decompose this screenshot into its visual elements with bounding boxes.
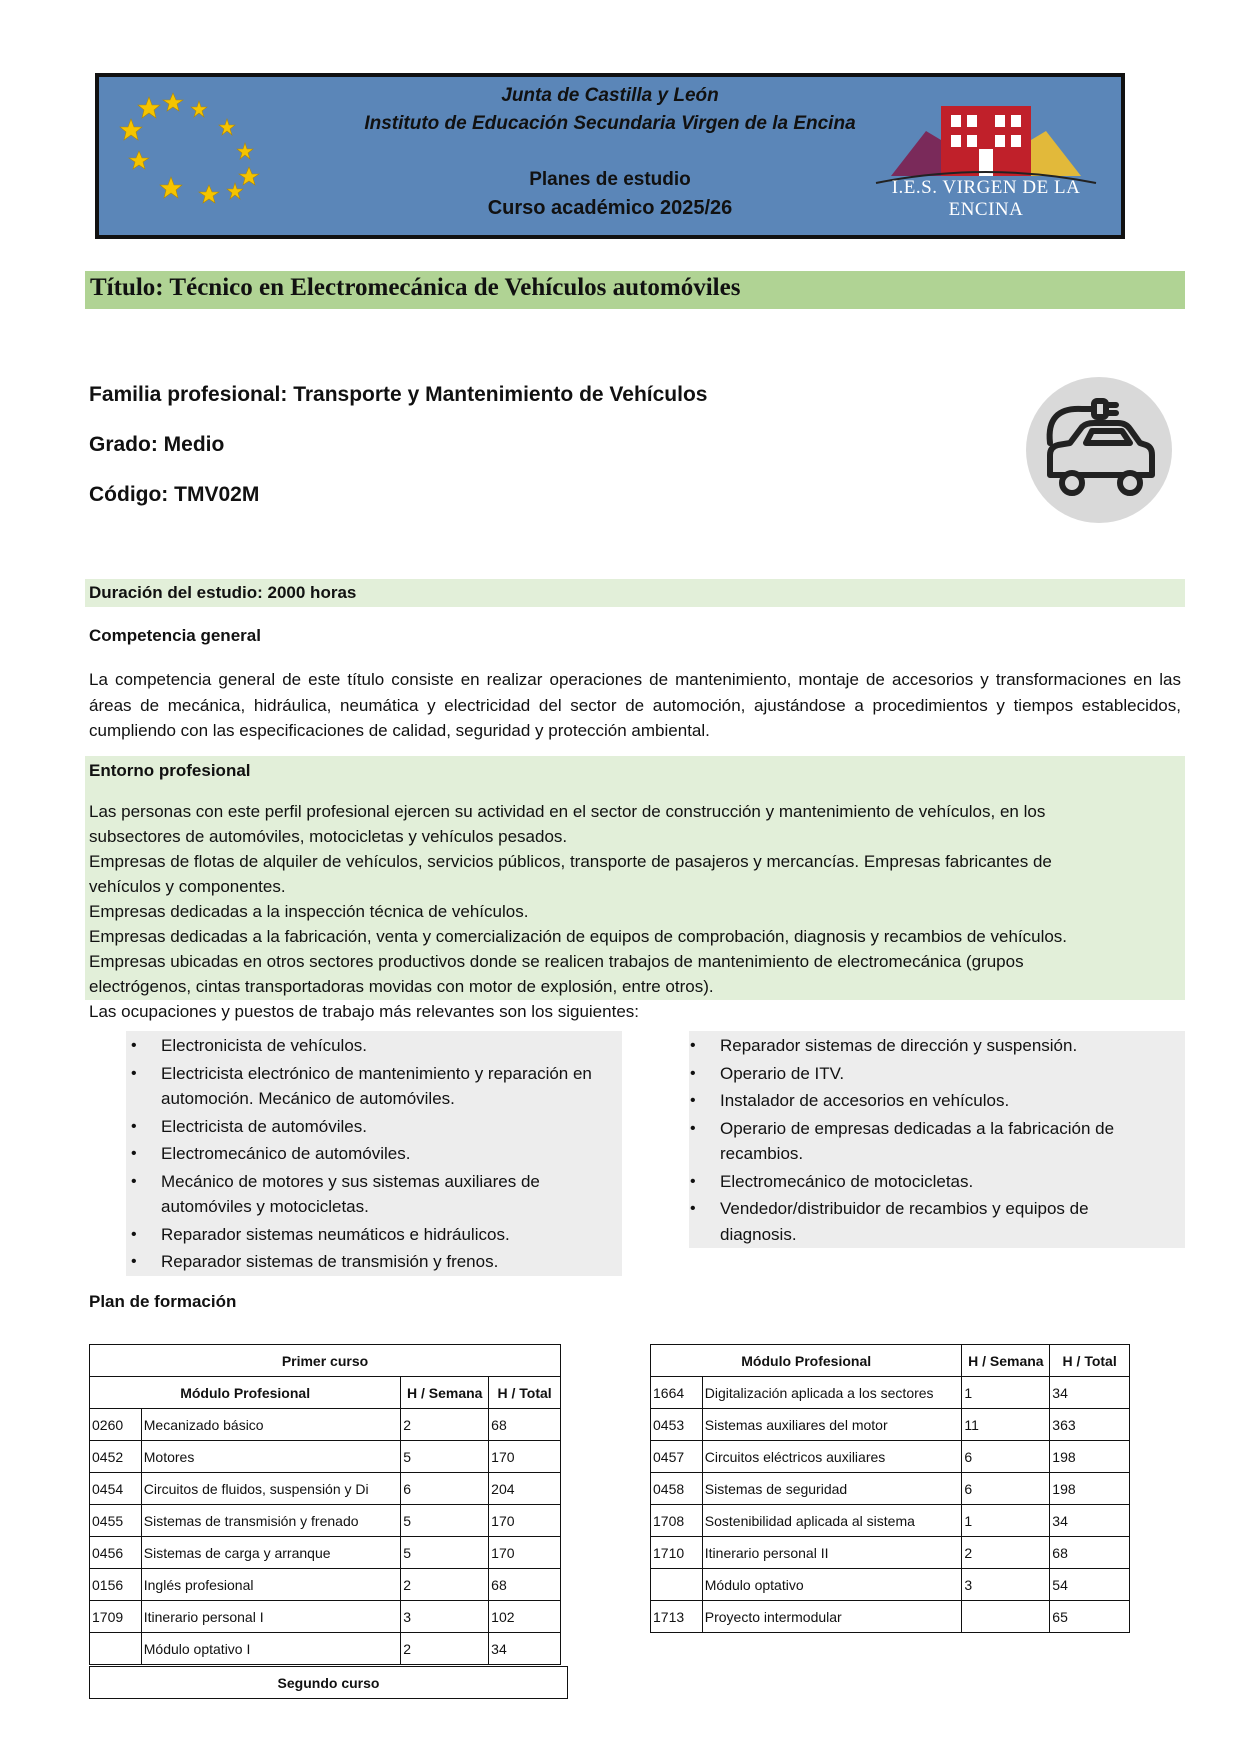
col-modulo: Módulo Profesional [90,1377,401,1409]
module-week-hours: 2 [401,1569,489,1601]
table-row [90,1601,561,1633]
module-week-hours: 3 [962,1569,1050,1601]
module-name: Itinerario personal II [702,1537,962,1569]
list-item: • Electromecánico de automóviles. [131,1141,621,1167]
module-total-hours: 204 [489,1473,561,1505]
table-row [651,1537,1130,1569]
table-row [90,1345,561,1377]
table-row [651,1409,1130,1441]
module-total-hours: 34 [1050,1377,1130,1409]
module-week-hours: 1 [962,1377,1050,1409]
electric-car-icon [1026,377,1172,523]
table-row [90,1667,568,1699]
list-item: • Reparador sistemas de transmisión y frenos. [131,1249,621,1275]
header-line-3: Planes de estudio [529,169,691,190]
module-total-hours: 170 [489,1441,561,1473]
module-total-hours: 68 [1050,1537,1130,1569]
table-row [90,1633,561,1665]
logo-text: I.E.S. VIRGEN DE LA ENCINA [891,177,1081,220]
table-row [90,1473,561,1505]
module-week-hours [962,1601,1050,1633]
entorno-line: Empresas ubicadas en otros sectores productivos donde se realicen trabajos de mantenimiento de electromecánica (grupos [89,952,1024,971]
list-item: • Instalador de accesorios en vehículos. [690,1088,1160,1114]
module-total-hours: 198 [1050,1473,1130,1505]
header-banner [95,73,1125,239]
module-total-hours: 170 [489,1505,561,1537]
module-code: 0457 [651,1441,703,1473]
col-semana: H / Semana [401,1377,489,1409]
entorno-line: Empresas de flotas de alquiler de vehículos, servicios públicos, transporte de pasajeros y mercancías. Empresas fabricantes de [89,852,1052,871]
module-name: Circuitos de fluidos, suspensión y Di [141,1473,401,1505]
module-code: 0455 [90,1505,142,1537]
electric-car-badge [1026,377,1172,523]
module-code: 1710 [651,1537,703,1569]
module-total-hours: 102 [489,1601,561,1633]
table-row [90,1409,561,1441]
module-code: 1708 [651,1505,703,1537]
module-name: Sistemas de seguridad [702,1473,962,1505]
module-name: Digitalización aplicada a los sectores [702,1377,962,1409]
module-week-hours: 5 [401,1537,489,1569]
module-total-hours: 34 [1050,1505,1130,1537]
module-name: Sistemas de transmisión y frenado [141,1505,401,1537]
table-row [90,1441,561,1473]
ocupaciones-right-list [690,1033,1160,1249]
header-line-4: Curso académico 2025/26 [487,197,733,219]
table-row [651,1505,1130,1537]
module-name: Sistemas de carga y arranque [141,1537,401,1569]
list-item: • Electricista electrónico de mantenimiento y reparación en automoción. Mecánico de automóviles. [131,1061,621,1112]
table-row [651,1473,1130,1505]
module-total-hours: 170 [489,1537,561,1569]
school-building-icon [871,91,1101,191]
module-code [90,1633,142,1665]
module-name: Inglés profesional [141,1569,401,1601]
plan-heading: Plan de formación [89,1292,237,1311]
module-code: 0260 [90,1409,142,1441]
grado: Grado: Medio [89,433,225,456]
table-row [90,1377,561,1409]
module-total-hours: 54 [1050,1569,1130,1601]
module-code [651,1569,703,1601]
header-line-2: Instituto de Educación Secundaria Virgen de la Encina [364,113,856,134]
module-week-hours: 6 [401,1473,489,1505]
module-code: 0156 [90,1569,142,1601]
module-code: 1713 [651,1601,703,1633]
module-name: Proyecto intermodular [702,1601,962,1633]
module-code: 1664 [651,1377,703,1409]
module-week-hours: 2 [401,1409,489,1441]
ocupaciones-intro: Las ocupaciones y puestos de trabajo más relevantes son los siguientes: [89,1002,639,1021]
module-code: 1709 [90,1601,142,1633]
module-week-hours: 6 [962,1473,1050,1505]
header-line-1: Junta de Castilla y León [501,85,719,106]
table-row [651,1569,1130,1601]
segundo-curso-header: Segundo curso [90,1667,568,1699]
ocupaciones-left-list [131,1033,621,1277]
competencia-text: La competencia general de este título consiste en realizar operaciones de mantenimiento, montaje de accesorios y transformaciones en las áreas de mecánica, hidráulica, neumática y electricidad del sector de automoción, ajustándose a procedimientos y tiempos establecidos, cumpliendo con las especificaciones de calidad, seguridad y protección ambiental. [89,670,1181,740]
duracion: Duración del estudio: 2000 horas [89,583,357,602]
list-item: • Reparador sistemas neumáticos e hidráulicos. [131,1222,621,1248]
module-total-hours: 198 [1050,1441,1130,1473]
col-total: H / Total [489,1377,561,1409]
module-name: Mecanizado básico [141,1409,401,1441]
codigo: Código: TMV02M [89,483,260,506]
module-name: Circuitos eléctricos auxiliares [702,1441,962,1473]
entorno-heading: Entorno profesional [89,761,251,780]
table-row [651,1377,1130,1409]
list-item: • Electromecánico de motocicletas. [690,1169,1160,1195]
competencia-heading: Competencia general [89,626,261,645]
module-week-hours: 1 [962,1505,1050,1537]
page-title: Título: Técnico en Electromecánica de Vehículos automóviles [90,274,741,301]
module-code: 0456 [90,1537,142,1569]
list-item: • Operario de ITV. [690,1061,1160,1087]
table-row [651,1441,1130,1473]
module-total-hours: 68 [489,1409,561,1441]
entorno-line: Empresas dedicadas a la fabricación, venta y comercialización de equipos de comprobación, diagnosis y recambios de vehículos. [89,927,1068,946]
col-semana: H / Semana [962,1345,1050,1377]
table-row [90,1505,561,1537]
primer-curso-header: Primer curso [90,1345,561,1377]
module-total-hours: 363 [1050,1409,1130,1441]
list-item: • Reparador sistemas de dirección y suspensión. [690,1033,1160,1059]
module-name: Itinerario personal I [141,1601,401,1633]
module-name: Módulo optativo I [141,1633,401,1665]
module-name: Motores [141,1441,401,1473]
segundo-curso-table [89,1666,568,1699]
module-total-hours: 65 [1050,1601,1130,1633]
module-total-hours: 34 [489,1633,561,1665]
module-week-hours: 11 [962,1409,1050,1441]
list-item: • Operario de empresas dedicadas a la fabricación de recambios. [690,1116,1160,1167]
module-name: Módulo optativo [702,1569,962,1601]
list-item: • Electricista de automóviles. [131,1114,621,1140]
second-modules-table [650,1344,1130,1633]
primer-curso-table [89,1344,561,1665]
school-logo [871,91,1101,221]
module-name: Sistemas auxiliares del motor [702,1409,962,1441]
module-code: 0454 [90,1473,142,1505]
col-total: H / Total [1050,1345,1130,1377]
table-row [651,1345,1130,1377]
module-name: Sostenibilidad aplicada al sistema [702,1505,962,1537]
module-code: 0452 [90,1441,142,1473]
familia-profesional: Familia profesional: Transporte y Mantenimiento de Vehículos [89,383,708,406]
list-item: • Mecánico de motores y sus sistemas auxiliares de automóviles y motocicletas. [131,1169,621,1220]
module-week-hours: 2 [401,1633,489,1665]
module-week-hours: 5 [401,1505,489,1537]
entorno-line: subsectores de automóviles, motocicletas y vehículos pesados. [89,827,568,846]
entorno-line: Las personas con este perfil profesional ejercen su actividad en el sector de construcción y mantenimiento de vehículos, en los [89,802,1046,821]
entorno-line: electrógenos, cintas transportadoras movidas con motor de explosión, entre otros). [89,977,714,996]
entorno-line: Empresas dedicadas a la inspección técnica de vehículos. [89,902,529,921]
list-item: • Electronicista de vehículos. [131,1033,621,1059]
entorno-line: vehículos y componentes. [89,877,286,896]
col-modulo: Módulo Profesional [651,1345,962,1377]
module-code: 0458 [651,1473,703,1505]
module-week-hours: 3 [401,1601,489,1633]
list-item: • Vendedor/distribuidor de recambios y equipos de diagnosis. [690,1196,1160,1247]
module-week-hours: 2 [962,1537,1050,1569]
table-row [90,1569,561,1601]
module-total-hours: 68 [489,1569,561,1601]
table-row [90,1537,561,1569]
module-week-hours: 6 [962,1441,1050,1473]
module-week-hours: 5 [401,1441,489,1473]
table-row [651,1601,1130,1633]
module-code: 0453 [651,1409,703,1441]
